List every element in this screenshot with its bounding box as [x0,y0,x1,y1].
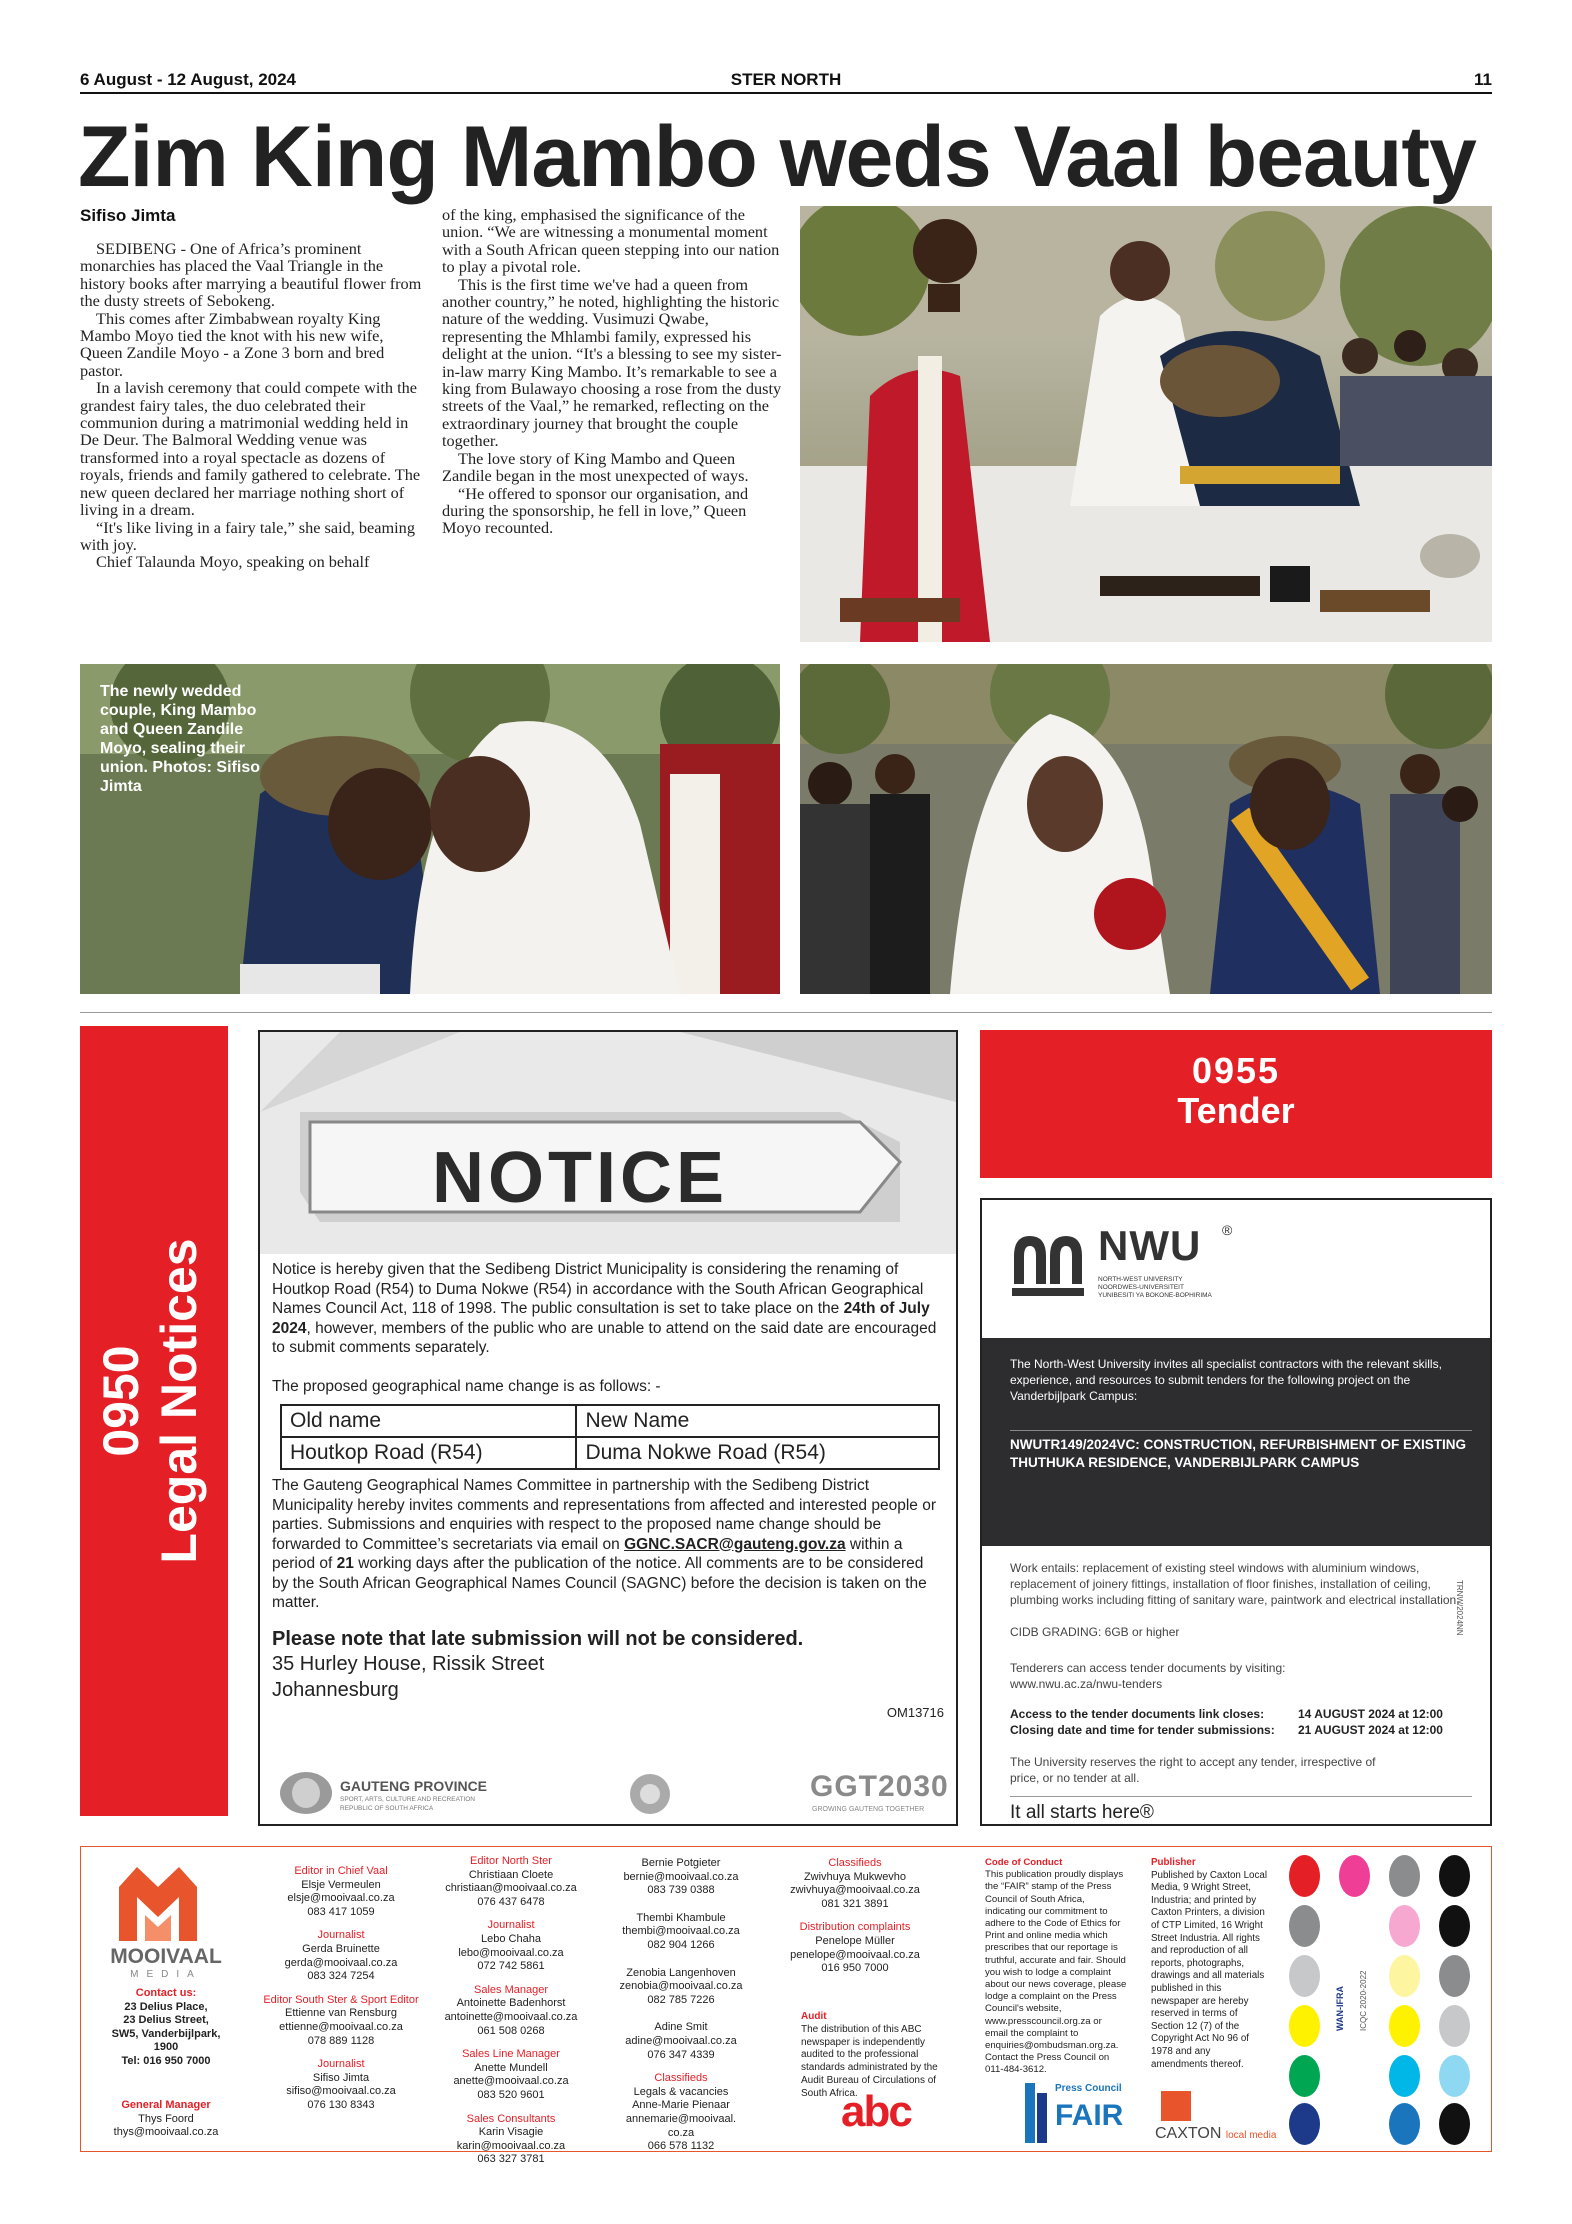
table-cell: New Name [576,1405,939,1437]
staff-line: Anne-Marie Pienaar [632,2099,730,2112]
tender-banner [980,1030,1492,1178]
caxton-logo: CAXTON local media [1155,2125,1277,2142]
staff-line: Antoinette Badenhorst [456,1997,566,2010]
notice-address-line-1: 35 Hurley House, Rissik Street [272,1652,545,1675]
nwu-logo-icon [1008,1222,1088,1302]
staff-line: Elsje Vermeulen [301,1878,381,1891]
staff-role: Journalist [487,1919,535,1932]
staff-line: 082 785 7226 [647,1993,715,2006]
tender-reserve-note: The University reserves the right to accept any tender, irrespective of price, or no tender at all. [1010,1755,1376,1785]
sedibeng-emblem-icon [628,1770,672,1818]
paragraph: of the king, emphasised the significance of the union. “We are witnessing a monumental moment with a South African queen stepping into our nation to play a pivotal role. [442,205,780,277]
staff-line: Gerda Bruinette [302,1942,380,1955]
staff-line: thembi@mooivaal.co.za [622,1925,740,1938]
publisher-text: Published by Caxton Local Media, 9 Wright Street, Industria; and printed by Caxton Printers, a division of CTP Limited, 16 Wright Street Industria. All rights and reproduction of all reports, photographs, drawings and all materials published in this newspaper are hereby reserved in terms of Section 12 (7) of the Copyright Act No 96 of 1978 and any amendments thereof. [1151,1869,1268,2070]
conduct-title: Code of Conduct [985,1857,1063,1868]
staff-line: karin@mooivaal.co.za [456,2139,566,2152]
audit-title: Audit [801,2011,827,2022]
legal-notices-banner-text [92,1086,208,1716]
staff-line: 083 417 1059 [307,1905,375,1918]
masthead-footer [80,1846,1492,2166]
paragraph: In a lavish ceremony that could compete with the grandest fairy tales, the duo celebrated their communion during a matrimonial wedding held in De Deur. The Balmoral Wedding venue was transformed into a royal spectacle as dozens of royals, friends and family gathered to celebrate. The new queen declared her marriage nothing short of living in a dream. [80,378,421,520]
submission-email-link[interactable]: GGNC.SACR@gauteng.gov.za [624,1535,846,1553]
staff-line: antoinette@mooivaal.co.za [444,2010,578,2023]
staff-line: 076 437 6478 [477,1895,545,1908]
wan-ifra-logo: WAN-IFRA [1335,1986,1345,2031]
tender-project: NWUTR149/2024VC: CONSTRUCTION, REFURBISHMENT OF EXISTING THUTHUKA RESIDENCE, VANDERBIJLPARK CAMPUS [1010,1437,1467,1470]
staff-line: 083 739 0388 [647,1884,715,1897]
contact-block [91,1987,241,2069]
coat-of-arms-icon [276,1770,336,1816]
swatch-cyan [1389,2055,1420,2097]
staff-line: 076 347 4339 [647,2048,715,2061]
notice-advert [258,1030,958,1826]
nwu-name-english: NORTH-WEST UNIVERSITY [1098,1276,1183,1283]
staff-line: 076 130 8343 [307,2098,375,2111]
staff-role: Journalist [317,1929,365,1942]
section-divider [80,1012,1492,1013]
press-council-label: Press Council [1055,2083,1122,2094]
swatch-red [1289,1855,1320,1897]
paragraph: “It's like living in a fairy tale,” she said, beaming with joy. [80,517,415,554]
legal-notices-banner [80,1026,228,1816]
staff-role: Sales Manager [474,1983,548,1996]
swatch-navy [1289,2103,1320,2145]
tender-divider [1010,1430,1472,1431]
tender-intro: The North-West University invites all specialist contractors with the relevant skills, experience, and resources to submit tenders for the following project on the Vanderbijlpark Campus: [1010,1357,1442,1403]
notice-sign-image [260,1032,956,1254]
swatch-black-3 [1439,2103,1470,2145]
swatch-lightpink [1389,1905,1420,1947]
tender-link-closes-date: 14 AUGUST 2024 at 12:00 [1298,1707,1443,1721]
swatch-lightcyan [1439,2055,1470,2097]
staff-line: Penelope Müller [815,1934,895,1947]
caxton-logo-icon [1161,2091,1191,2121]
registered-mark: ® [1222,1222,1233,1238]
swatch-yellow-2 [1389,2005,1420,2047]
contact-line: 23 Delius Street, [123,2014,209,2027]
footer-staff-column-4 [601,1857,761,2154]
name-change-table [280,1404,940,1470]
staff-line: 081 321 3891 [821,1897,889,1910]
paragraph: Chief Talaunda Moyo, speaking on behalf [96,552,370,572]
publisher-title: Publisher [1151,1857,1196,1868]
notice-paragraph-2: The proposed geographical name change is as follows: - [272,1377,661,1395]
gauteng-province-logo: GAUTENG PROVINCE [340,1778,488,1794]
notice-reference: OM13716 [886,1704,944,1720]
tender-info-panel [982,1338,1490,1546]
staff-role: Classifieds [828,1857,882,1869]
staff-line: Sifiso Jimta [312,2071,370,2084]
staff-line: 061 508 0268 [477,2024,545,2037]
staff-line: Christiaan Cloete [468,1868,554,1881]
audit-text: The distribution of this ABC newspaper is independently audited to the professional standards administrated by the Audit Bureau of Circulations of South Africa. [801,2023,938,2099]
staff-line: Legals & vacancies [633,2085,729,2098]
nwu-name-afrikaans: NOORDWES-UNIVERSITEIT [1098,1284,1184,1291]
table-row [281,1405,939,1437]
staff-line: Adine Smit [654,2021,708,2034]
table-cell: Old name [281,1405,576,1437]
article-column-2 [442,206,785,537]
nwu-slogan: It all starts here® [1010,1802,1154,1823]
staff-line: 083 324 7254 [307,1970,375,1983]
fair-logo: FAIR [1055,2099,1124,2132]
wedding-photo-couple [800,664,1492,994]
swatch-black [1439,1855,1470,1897]
staff-line: 082 904 1266 [647,1938,715,1951]
nwu-logo-text: NWU [1098,1222,1202,1269]
footer-staff-column-3 [431,1855,591,2167]
staff-line: 066 578 1132 [647,2140,715,2153]
staff-role: Classifieds [654,2072,708,2085]
gauteng-province-subtitle: SPORT, ARTS, CULTURE AND RECREATION [340,1796,475,1803]
staff-line: elsje@mooivaal.co.za [287,1892,395,1905]
staff-line: Bernie Potgieter [641,1857,721,1869]
staff-line: bernie@mooivaal.co.za [623,1870,739,1883]
contact-line: 1900 [153,2041,179,2054]
tender-title: Tender [1177,1090,1295,1131]
publisher-block [1151,1857,1267,2071]
swatch-lightgrey [1289,1955,1320,1997]
gm-line: Thys Foord [138,2112,194,2125]
tender-link-closes-label: Access to the tender documents link closes: [1010,1707,1265,1721]
footer-staff-column-5 [775,1857,935,1976]
photo-caption: The newly wedded couple, King Mambo and Queen Zandile Moyo, sealing their union. Photos: Sifiso Jimta [100,683,260,795]
staff-role: Editor South Ster & Sport Editor [263,1993,419,2006]
swatch-cream [1389,1955,1420,1997]
staff-line: zwivhuya@mooivaal.co.za [790,1884,920,1897]
staff-line: Anette Mundell [474,2061,548,2074]
staff-line: adine@mooivaal.co.za [625,2034,737,2047]
staff-line: anette@mooivaal.co.za [453,2075,569,2088]
tender-work-description: Work entails: replacement of existing steel windows with aluminium windows, replacement of joinery fittings, installation of floor finishes, installation of ceiling, plumbing works including fitting of sanitary ware, paintwork and electrical installation. [1010,1561,1460,1607]
conduct-text: This publication proudly displays the “FAIR” stamp of the Press Council of South Africa, indicating our commitment to adhere to the Code of Ethics for Print and online media which prescribes that our reportage is truthful, accurate and fair. Should you wish to lodge a complaint about our news coverage, please lodge a complaint on the Press Council's website, www.presscouncil.org.za or email the complaint to enquiries@ombudsman.org.za. Contact the Press Council on 011-484-3612. [985,1869,1127,2076]
staff-line: annemarie@mooivaal. [625,2112,737,2125]
staff-role: Journalist [317,2058,365,2071]
swatch-green [1289,2055,1320,2097]
swatch-pink [1339,1855,1370,1897]
swatch-yellow [1289,2005,1320,2047]
notice-paragraph-1: Notice is hereby given that the Sedibeng District Municipality is considering the renaming of Houtkop Road (R54) to Duma Nokwe (R54) in accordance with the South African Geographical Names Council Act, 118 of 1998. The public consultation is set to take place on the 24th of July 2024, however, members of the public who are unable to attend on the said date are encouraged to submit comments separately. [272,1261,937,1356]
cidb-grading: CIDB GRADING: 6GB or higher [1010,1625,1180,1639]
notice-address-line-2: Johannesburg [272,1678,399,1701]
staff-role: Distribution complaints [799,1921,911,1934]
staff-role: Editor North Ster [470,1855,552,1867]
gauteng-province-subtitle-2: REPUBLIC OF SOUTH AFRICA [340,1805,434,1812]
tender-access-text: Tenderers can access tender documents by visiting: [1010,1661,1286,1675]
staff-line: 016 950 7000 [821,1962,889,1975]
headline: Zim King Mambo weds Vaal beauty [78,109,1476,205]
staff-line: Thembi Khambule [636,1911,726,1924]
contact-line: Tel: 016 950 7000 [121,2054,211,2067]
footer-staff-column-2 [261,1865,421,2113]
staff-line: 063 327 3781 [477,2153,545,2166]
paragraph: This comes after Zimbabwean royalty King Mambo Moyo tied the knot with his new wife, Queen Zandile Moyo - a Zone 3 born and bred pastor. [80,308,385,380]
table-cell: Houtkop Road (R54) [281,1437,576,1469]
code-of-conduct-block [985,1857,1127,2077]
table-row [281,1437,939,1469]
tender-closing-date: 21 AUGUST 2024 at 12:00 [1298,1723,1443,1737]
issue-date: 6 August - 12 August, 2024 [80,70,297,89]
print-color-swatches [1279,1855,1489,2147]
contact-title: Contact us: [135,1987,197,1999]
nwu-logo-subtitle [1098,1276,1212,1300]
legal-notices-number: 0950 [93,1345,149,1457]
swatch-grey-2 [1289,1905,1320,1947]
page-number: 11 [1474,70,1492,89]
swatch-lightgrey-2 [1439,2005,1470,2047]
notice-body [272,1260,944,1722]
staff-line: 083 520 9601 [477,2088,545,2101]
wedding-photo-signing [800,206,1492,642]
mooivaal-logo-icon [115,1861,201,1941]
tender-number: 0955 [1191,1050,1281,1091]
general-manager-block [91,2099,241,2140]
paragraph: The love story of King Mambo and Queen Zandile began in the most unexpected of ways. [442,448,749,486]
nwu-name-setswana: YUNIBESITI YA BOKONE-BOPHIRIMA [1098,1292,1212,1299]
staff-line: penelope@mooivaal.co.za [790,1948,920,1961]
tender-url-link[interactable]: www.nwu.ac.za/nwu-tenders [1010,1677,1163,1691]
staff-line: sifiso@mooivaal.co.za [286,2085,396,2098]
staff-line: Karin Visagie [478,2126,544,2139]
header-rule [80,92,1492,94]
contact-line: 23 Delius Place, [124,2000,208,2013]
paper-name: STER NORTH [730,70,842,89]
notice-sign-text: NOTICE [431,1138,728,1218]
staff-line: christiaan@mooivaal.co.za [445,1882,577,1895]
late-submission-warning: Please note that late submission will not be considered. [272,1627,804,1650]
gm-title: General Manager [121,2099,211,2111]
mooivaal-brand: MOOIVAAL [110,1945,222,1968]
staff-line: 078 889 1128 [307,2034,375,2047]
swatch-black-2 [1439,1905,1470,1947]
staff-line: 072 742 5861 [477,1960,545,1973]
article-column-1 [80,240,423,571]
gm-line: thys@mooivaal.co.za [113,2126,219,2139]
tender-closing-label: Closing date and time for tender submissions: [1010,1723,1275,1737]
tender-bottom-divider [1010,1796,1472,1797]
ggt2030-subtitle: GROWING GAUTENG TOGETHER [812,1806,925,1813]
press-council-bar-icon [1025,2083,1049,2143]
swatch-blue [1389,2103,1420,2145]
staff-role: Editor in Chief Vaal [294,1865,388,1877]
staff-line: Zwivhuya Mukwevho [803,1870,907,1883]
notice-logos [276,1770,949,1820]
page-header [80,70,1492,92]
contact-line: SW5, Vanderbijlpark, [111,2027,221,2040]
staff-line: Lebo Chaha [481,1932,541,1945]
mooivaal-brand-sub: MEDIA [130,1969,202,1980]
staff-line: ettienne@mooivaal.co.za [279,2020,403,2033]
ggt2030-logo: GGT2030 [810,1770,949,1803]
notice-paragraph-3: The Gauteng Geographical Names Committee in partnership with the Sedibeng District Municipality hereby invites comments and representations from affected and interested people or parties. Submissions and enquiries with respect to the proposed name change should be forwarded to Committee’s secretariats via email on GGNC.SACR@gauteng.gov.za within a period of 21 working days after the publication of the notice. All comments are to be considered by the South African Geographical Names Council (SAGNC) before the decision is taken on the matter. [272,1477,936,1611]
staff-line: co.za [667,2126,695,2139]
staff-role: Sales Consultants [466,2112,556,2125]
abc-logo: abc [841,2087,911,2136]
icqc-label: ICQC 2020-2022 [1359,1970,1368,2031]
staff-line: Ettienne van Rensburg [285,2007,397,2020]
legal-notices-title: Legal Notices [151,1238,207,1564]
swatch-grey-3 [1439,1955,1470,1997]
paragraph: “He offered to sponsor our organisation, and during the sponsorship, he fell in love,” Queen Moyo recounted. [442,483,749,538]
staff-line: lebo@mooivaal.co.za [458,1946,564,1959]
staff-line: Zenobia Langenhoven [626,1966,736,1979]
paragraph: SEDIBENG - One of Africa’s prominent monarchies has placed the Vaal Triangle in the history books after marrying a beautiful flower from the dusty streets of Sebokeng. [80,239,422,311]
staff-role: Sales Line Manager [462,2048,560,2061]
nwu-tender-advert [980,1198,1492,1826]
swatch-grey [1389,1855,1420,1897]
table-cell: Duma Nokwe Road (R54) [576,1437,939,1469]
tender-side-reference: TRNW/2024NN [1455,1580,1464,1636]
paragraph: This is the first time we've had a queen from another country,” he noted, highlighting the historic nature of the wedding. Vusimuzi Qwabe, representing the Mhlambi family, expressed his delight at the union. “It's a blessing to see my sister-in-law marry King Mambo. It’s remarkable to see a king from Bulawayo choosing a rose from the dusty streets of the Vaal,” he remarked, reflecting on the extraordinary journey that brought the couple together. [442,274,782,451]
staff-line: zenobia@mooivaal.co.za [619,1980,743,1993]
byline: Sifiso Jimta [80,206,176,225]
staff-line: gerda@mooivaal.co.za [284,1956,398,1969]
